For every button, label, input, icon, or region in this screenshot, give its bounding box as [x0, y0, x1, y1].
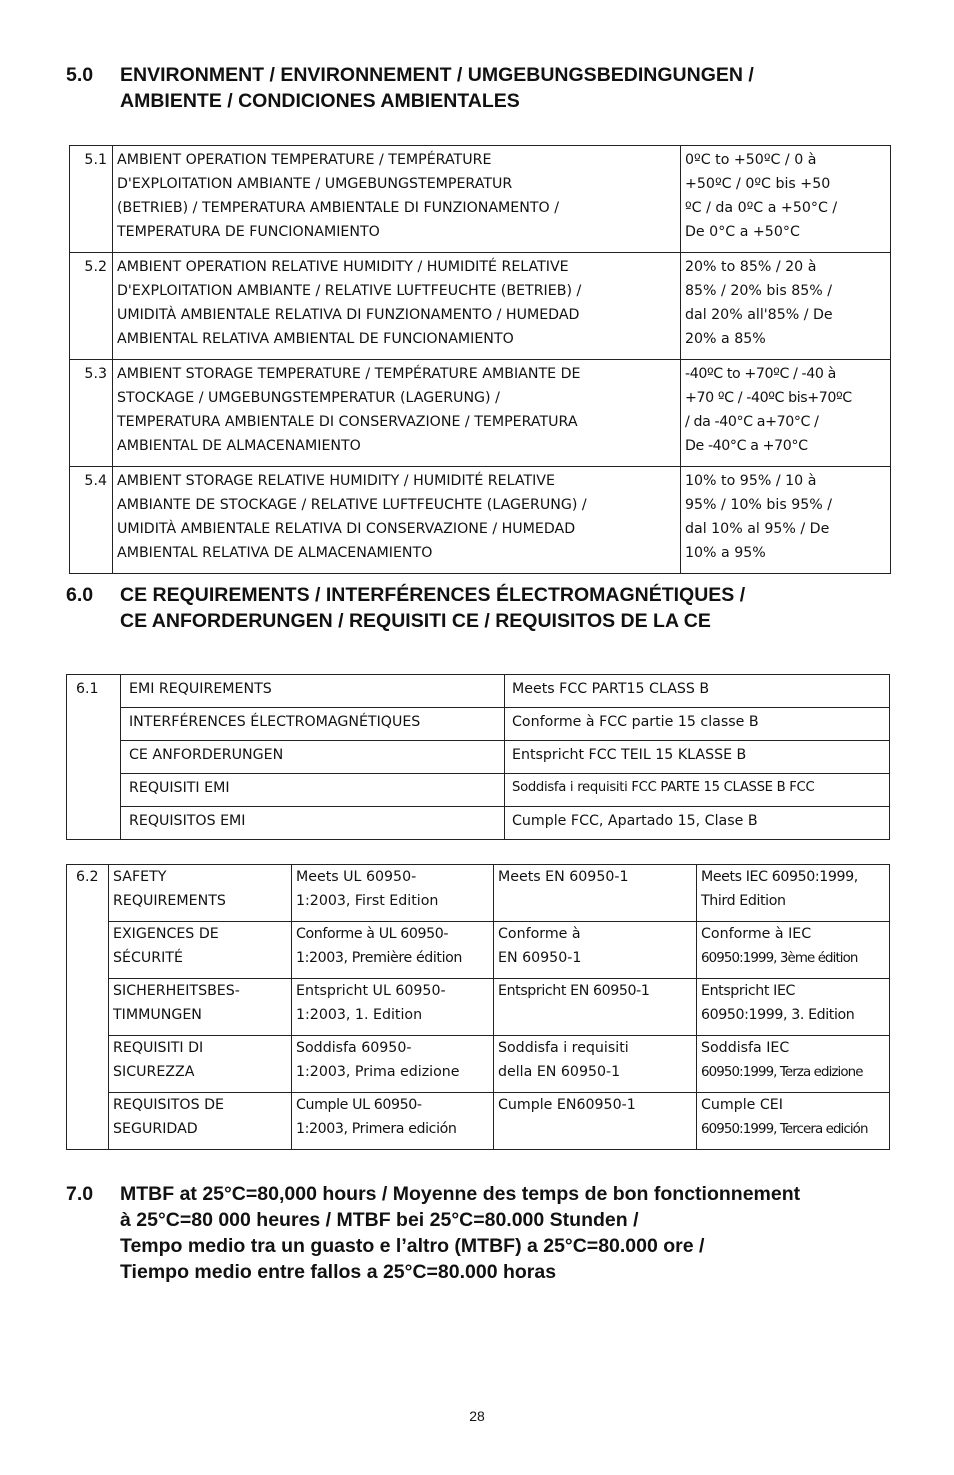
text-line: 1:2003, First Edition	[296, 892, 439, 909]
text-line: Third Edition	[701, 892, 786, 909]
text-line: Entspricht EN 60950-1	[498, 983, 650, 999]
text-line: REQUIREMENTS	[113, 892, 226, 909]
text-line: 1:2003, Primera edición	[296, 1120, 457, 1137]
section-6-heading	[66, 582, 745, 634]
row-value	[681, 360, 891, 467]
text-line: UMIDITÀ AMBIENTALE RELATIVA DI FUNZIONAMENTO / HUMEDAD	[117, 307, 580, 323]
text-line: D'EXPLOITATION AMBIANTE / RELATIVE LUFTFEUCHTE (BETRIEB) /	[117, 283, 582, 299]
section-7-heading	[66, 1181, 800, 1285]
section-5-number: 5.0	[66, 64, 94, 86]
text-line: Entspricht UL 60950-	[296, 983, 446, 999]
text-line: 1:2003, 1. Edition	[296, 1006, 423, 1023]
emi-label: REQUISITI EMI	[121, 774, 505, 807]
environment-table	[69, 145, 891, 574]
text-line: Conforme à IEC	[701, 926, 812, 942]
text-line: TIMMUNGEN	[113, 1006, 202, 1023]
text-line: 20% a 85%	[685, 331, 766, 347]
text-line: Cumple EN60950-1	[498, 1097, 636, 1113]
text-line: / da -40°C a+70°C /	[685, 414, 819, 430]
text-line: Soddisfa IEC	[701, 1040, 790, 1056]
row-description	[113, 467, 681, 574]
text-line: 10% to 95% / 10 à	[685, 473, 817, 489]
safety-table	[66, 864, 890, 1150]
safety-iec	[697, 979, 890, 1036]
safety-iec	[697, 1093, 890, 1150]
emi-value: Soddisfa i requisiti FCC PARTE 15 CLASSE B FCC	[505, 774, 890, 807]
row-value	[681, 467, 891, 574]
text-line: SICHERHEITSBES-	[113, 983, 240, 999]
safety-iec	[697, 865, 890, 922]
table-row	[67, 774, 890, 807]
text-line: De 0°C a +50°C	[685, 224, 800, 240]
emi-value: Cumple FCC, Apartado 15, Clase B	[505, 807, 890, 840]
text-line: De -40°C a +70°C	[685, 438, 808, 454]
emi-label: INTERFÉRENCES ÉLECTROMAGNÉTIQUES	[121, 708, 505, 741]
text-line: Entspricht IEC	[701, 983, 796, 999]
emi-value: Conforme à FCC partie 15 classe B	[505, 708, 890, 741]
safety-ul	[292, 1093, 494, 1150]
text-line: Meets UL 60950-	[296, 869, 417, 885]
text-line: della EN 60950-1	[498, 1063, 621, 1080]
text-line: Conforme à UL 60950-	[296, 926, 449, 942]
row-number: 5.4	[70, 467, 113, 574]
text-line: Cumple UL 60950-	[296, 1097, 422, 1113]
text-line: SEGURIDAD	[113, 1120, 198, 1137]
text-line: SÉCURITÉ	[113, 949, 183, 966]
section-5-title-line: AMBIENTE / CONDICIONES AMBIENTALES	[120, 90, 520, 112]
safety-iec	[697, 922, 890, 979]
emi-label: REQUISITOS EMI	[121, 807, 505, 840]
emi-value: Meets FCC PART15 CLASS B	[505, 675, 890, 708]
text-line: Soddisfa 60950-	[296, 1040, 412, 1056]
row-number: 5.3	[70, 360, 113, 467]
text-line: 1:2003, Prima edizione	[296, 1063, 460, 1080]
table-row	[67, 979, 890, 1036]
text-line: EN 60950-1	[498, 949, 582, 966]
table-row	[67, 807, 890, 840]
text-line: AMBIENTAL DE ALMACENAMIENTO	[117, 438, 361, 454]
safety-label	[109, 922, 292, 979]
text-line: AMBIENT STORAGE TEMPERATURE / TEMPÉRATURE AMBIANTE DE	[117, 366, 581, 382]
text-line: 10% a 95%	[685, 545, 766, 561]
text-line: TEMPERATURA DE FUNCIONAMIENTO	[117, 224, 380, 240]
text-line: Cumple CEI	[701, 1097, 783, 1113]
text-line: Soddisfa i requisiti	[498, 1040, 629, 1056]
text-line: SICUREZZA	[113, 1063, 195, 1080]
row-number: 6.1	[67, 675, 121, 840]
table-row	[67, 741, 890, 774]
table-row	[67, 708, 890, 741]
text-line: 1:2003, Première édition	[296, 949, 462, 966]
safety-iec	[697, 1036, 890, 1093]
text-line: REQUISITI DI	[113, 1040, 204, 1056]
text-line: UMIDITÀ AMBIENTALE RELATIVA DI CONSERVAZIONE / HUMEDAD	[117, 521, 576, 537]
table-row	[70, 253, 891, 360]
row-number: 5.2	[70, 253, 113, 360]
text-line: AMBIENTAL RELATIVA AMBIENTAL DE FUNCIONAMIENTO	[117, 331, 514, 347]
row-number: 6.2	[67, 865, 109, 1150]
text-line: AMBIENT OPERATION RELATIVE HUMIDITY / HUMIDITÉ RELATIVE	[117, 259, 569, 275]
safety-label	[109, 979, 292, 1036]
text-line: 60950:1999, 3ème édition	[701, 950, 858, 966]
emi-label: CE ANFORDERUNGEN	[121, 741, 505, 774]
table-row	[70, 467, 891, 574]
table-row	[67, 1036, 890, 1093]
row-number: 5.1	[70, 146, 113, 253]
safety-ul	[292, 865, 494, 922]
row-description	[113, 146, 681, 253]
text-line: (BETRIEB) / TEMPERATURA AMBIENTALE DI FUNZIONAMENTO /	[117, 200, 559, 216]
safety-en	[494, 922, 697, 979]
text-line: AMBIENT OPERATION TEMPERATURE / TEMPÉRATURE	[117, 152, 492, 168]
row-value	[681, 253, 891, 360]
table-row	[67, 675, 890, 708]
text-line: Conforme à	[498, 926, 581, 942]
row-value	[681, 146, 891, 253]
text-line: 60950:1999, Tercera edición	[701, 1121, 868, 1137]
safety-ul	[292, 1036, 494, 1093]
text-line: +70 ºC / -40ºC bis+70ºC	[685, 390, 852, 406]
section-7-title-line: à 25°C=80 000 heures / MTBF bei 25°C=80.000 Stunden /	[120, 1209, 639, 1231]
section-6-title-line: CE ANFORDERUNGEN / REQUISITI CE / REQUISITOS DE LA CE	[120, 610, 711, 632]
text-line: EXIGENCES DE	[113, 926, 219, 942]
section-6-title-line: CE REQUIREMENTS / INTERFÉRENCES ÉLECTROMAGNÉTIQUES /	[120, 584, 746, 606]
safety-label	[109, 1036, 292, 1093]
text-line: -40ºC to +70ºC / -40 à	[685, 366, 836, 382]
section-7-title-line: Tempo medio tra un guasto e l’altro (MTBF) a 25°C=80.000 ore /	[120, 1235, 705, 1257]
text-line: Meets EN 60950-1	[498, 869, 629, 885]
section-5-heading	[66, 62, 754, 114]
emi-label: EMI REQUIREMENTS	[121, 675, 505, 708]
table-row	[67, 1093, 890, 1150]
safety-en	[494, 865, 697, 922]
text-line: +50ºC / 0ºC bis +50	[685, 176, 831, 192]
text-line: AMBIENT STORAGE RELATIVE HUMIDITY / HUMIDITÉ RELATIVE	[117, 473, 555, 489]
text-line: AMBIENTAL RELATIVA DE ALMACENAMIENTO	[117, 545, 433, 561]
text-line: 60950:1999, 3. Edition	[701, 1006, 855, 1023]
safety-ul	[292, 922, 494, 979]
safety-en	[494, 1036, 697, 1093]
text-line: ºC / da 0ºC a +50°C /	[685, 200, 838, 216]
emi-table	[66, 674, 890, 840]
section-7-number: 7.0	[66, 1183, 94, 1205]
text-line: 0ºC to +50ºC / 0 à	[685, 152, 817, 168]
table-row	[67, 865, 890, 922]
text-line: D'EXPLOITATION AMBIANTE / UMGEBUNGSTEMPERATUR	[117, 176, 513, 192]
text-line: dal 10% al 95% / De	[685, 521, 830, 537]
text-line: SAFETY	[113, 869, 167, 885]
safety-label	[109, 1093, 292, 1150]
text-line: TEMPERATURA AMBIENTALE DI CONSERVAZIONE / TEMPERATURA	[117, 414, 578, 430]
table-row	[67, 922, 890, 979]
row-description	[113, 360, 681, 467]
table-row	[70, 360, 891, 467]
section-7-title-line: Tiempo medio entre fallos a 25°C=80.000 horas	[120, 1261, 557, 1283]
text-line: REQUISITOS DE	[113, 1097, 224, 1113]
text-line: dal 20% all'85% / De	[685, 307, 833, 323]
text-line: 85% / 20% bis 85% /	[685, 283, 833, 299]
text-line: Meets IEC 60950:1999,	[701, 869, 858, 885]
safety-label	[109, 865, 292, 922]
text-line: 20% to 85% / 20 à	[685, 259, 817, 275]
section-6-number: 6.0	[66, 584, 94, 606]
section-7-title-line: MTBF at 25°C=80,000 hours / Moyenne des temps de bon fonctionnement	[120, 1183, 801, 1205]
row-description	[113, 253, 681, 360]
text-line: STOCKAGE / UMGEBUNGSTEMPERATUR (LAGERUNG) /	[117, 390, 500, 406]
safety-en	[494, 1093, 697, 1150]
emi-value: Entspricht FCC TEIL 15 KLASSE B	[505, 741, 890, 774]
table-row	[70, 146, 891, 253]
text-line: AMBIANTE DE STOCKAGE / RELATIVE LUFTFEUCHTE (LAGERUNG) /	[117, 497, 587, 513]
safety-en	[494, 979, 697, 1036]
section-5-title-line: ENVIRONMENT / ENVIRONNEMENT / UMGEBUNGSBEDINGUNGEN /	[120, 64, 754, 86]
text-line: 95% / 10% bis 95% /	[685, 497, 833, 513]
safety-ul	[292, 979, 494, 1036]
page-number: 28	[469, 1408, 485, 1424]
text-line: 60950:1999, Terza edizione	[701, 1064, 863, 1080]
